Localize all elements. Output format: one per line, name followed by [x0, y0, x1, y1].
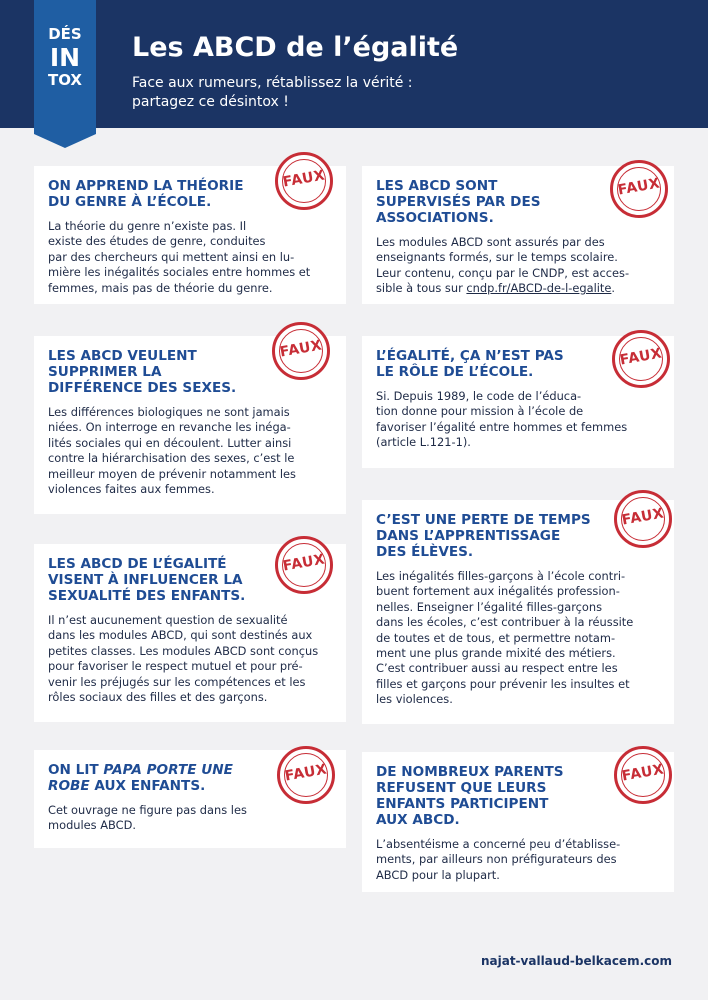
card-title-line: LES ABCD VEULENT: [48, 348, 197, 364]
card-body: [376, 569, 660, 708]
card-title-line: ENFANTS PARTICIPENT: [376, 796, 549, 812]
card-body-line: meilleur moyen de prévenir notamment les: [48, 466, 296, 481]
card-body-line: de toutes et de tous, et permettre notam-: [376, 630, 616, 645]
card-body: [376, 837, 660, 883]
card-title-line: SUPERVISÉS PAR DES: [376, 194, 541, 210]
card-body-line: ABCD pour la plupart.: [376, 867, 500, 882]
card-body-line: ments, par ailleurs non préfigurateurs des: [376, 852, 617, 867]
card-body-text: .: [611, 281, 616, 296]
stamp-label: FAUX: [283, 761, 329, 785]
card-body-line: buent fortement aux inégalités profession-: [376, 584, 620, 599]
faux-stamp-icon: [610, 160, 668, 218]
faux-stamp-icon: [275, 536, 333, 594]
faux-stamp-icon: [275, 152, 333, 210]
card-body-line: niées. On interroge en revanche les inéga-: [48, 420, 291, 435]
card-title-line: L’ÉGALITÉ, ÇA N’EST PAS: [376, 348, 564, 364]
card-title-line: ON APPREND LA THÉORIE: [48, 178, 244, 194]
card-title-line: SUPPRIMER LA: [48, 364, 162, 380]
card-body-line: pour favoriser le respect mutuel et pour pré-: [48, 659, 303, 674]
card-body-line: mière les inégalités sociales entre hommes et: [48, 265, 311, 280]
card-body-line: ment une plus grande mixité des métiers.: [376, 646, 616, 661]
card-title-line: LE RÔLE DE L’ÉCOLE.: [376, 364, 534, 380]
card-title-line: VISENT À INFLUENCER LA: [48, 572, 243, 588]
logo-tip-shape: [34, 134, 96, 148]
card-body-line: dans les écoles, c’est contribuer à la réussite: [376, 615, 634, 630]
card-body-line: rôles sociaux des filles et des garçons.: [48, 690, 268, 705]
card-body-line: tion donne pour mission à l’école de: [376, 404, 584, 419]
card-body-line: Si. Depuis 1989, le code de l’éduca-: [376, 389, 582, 403]
card-title-line: DE NOMBREUX PARENTS: [376, 764, 564, 780]
card-body: [48, 613, 332, 705]
card-body-line: [376, 281, 660, 296]
faux-stamp-icon: [277, 746, 335, 804]
card-body-line: existe des études de genre, conduites: [48, 234, 266, 249]
card-title-line: AUX ABCD.: [376, 812, 460, 828]
card-body-line: (article L.121-1).: [376, 435, 471, 450]
card-body-line: L’absentéisme a concerné peu d’établisse-: [376, 837, 621, 851]
card-title-text: AUX ENFANTS.: [89, 778, 206, 794]
faux-stamp-icon: [614, 490, 672, 548]
card-body-line: Il n’est aucunement question de sexualité: [48, 613, 288, 627]
card-body-line: dans les modules ABCD, qui sont destinés aux: [48, 628, 313, 643]
card-title-line: DES ÉLÈVES.: [376, 544, 474, 560]
card-body-line: favoriser l’égalité entre hommes et femmes: [376, 419, 628, 434]
card-title-line: C’EST UNE PERTE DE TEMPS: [376, 512, 591, 528]
page-subtitle: [132, 74, 502, 112]
card-title-line: DIFFÉRENCE DES SEXES.: [48, 380, 237, 396]
card-title-line: LES ABCD DE L’ÉGALITÉ: [48, 556, 227, 572]
card-body-line: les violences.: [376, 692, 453, 707]
card-body-line: femmes, mais pas de théorie du genre.: [48, 280, 273, 295]
card-title-line: ASSOCIATIONS.: [376, 210, 494, 226]
card-body: [376, 235, 660, 297]
card-body-line: enseignants formés, sur le temps scolaire.: [376, 250, 618, 265]
card-body-line: nelles. Enseigner l’égalité filles-garçons: [376, 599, 603, 614]
card-body: [48, 803, 332, 834]
book-title-part: PAPA PORTE UNE: [103, 762, 233, 778]
card-body-line: C’est contribuer aussi au respect entre les: [376, 661, 618, 676]
stamp-label: FAUX: [281, 551, 327, 575]
card-title-line: DANS L’APPRENTISSAGE: [376, 528, 561, 544]
stamp-label: FAUX: [620, 761, 666, 785]
book-title-part: ROBE: [48, 778, 90, 794]
faux-stamp-icon: [614, 746, 672, 804]
page-title: Les ABCD de l’égalité: [132, 32, 459, 63]
subtitle-line: partagez ce désintox !: [132, 94, 289, 110]
subtitle-line: Face aux rumeurs, rétablissez la vérité :: [132, 75, 413, 91]
card-body: [376, 389, 660, 451]
card-body: [48, 405, 332, 497]
card-body-line: Leur contenu, conçu par le CNDP, est acces-: [376, 265, 630, 280]
card-title-line: REFUSENT QUE LEURS: [376, 780, 547, 796]
card-body-line: La théorie du genre n’existe pas. Il: [48, 219, 247, 233]
card-body-line: violences faites aux femmes.: [48, 482, 215, 497]
logo-line-1: DÉS: [48, 25, 82, 43]
faux-stamp-icon: [272, 322, 330, 380]
card-body-line: Les différences biologiques ne sont jamais: [48, 405, 290, 419]
faux-stamp-icon: [612, 330, 670, 388]
card-body-line: par des chercheurs qui mettent ainsi en lu-: [48, 249, 295, 264]
cndp-link[interactable]: cndp.fr/ABCD-de-l-egalite: [466, 281, 612, 296]
card-title-line: LES ABCD SONT: [376, 178, 498, 194]
logo-line-3: TOX: [47, 71, 82, 89]
card-body-line: Les inégalités filles-garçons à l’école contri-: [376, 569, 626, 583]
card-body-line: Cet ouvrage ne figure pas dans les: [48, 803, 247, 817]
card-body-line: filles et garçons pour prévenir les insultes et: [376, 676, 630, 691]
card-title-line: DU GENRE À L’ÉCOLE.: [48, 194, 212, 210]
card-body-line: lités sociales qui en découlent. Lutter ainsi: [48, 435, 292, 450]
card-body-line: modules ABCD.: [48, 818, 136, 833]
logo-line-2: IN: [49, 43, 81, 72]
stamp-label: FAUX: [281, 167, 327, 191]
stamp-label: FAUX: [620, 505, 666, 529]
card-body-line: petites classes. Les modules ABCD sont conçus: [48, 643, 319, 658]
footer-website-link[interactable]: najat-vallaud-belkacem.com: [480, 954, 672, 968]
card-title-text: ON LIT: [48, 762, 104, 778]
card-body: [48, 219, 332, 296]
stamp-label: FAUX: [618, 345, 664, 369]
card-body-line: venir les préjugés sur les compétences et les: [48, 674, 306, 689]
stamp-label: FAUX: [616, 175, 662, 199]
card-body-line: Les modules ABCD sont assurés par des: [376, 235, 605, 249]
stamp-label: FAUX: [278, 337, 324, 361]
card-title-line: SEXUALITÉ DES ENFANTS.: [48, 588, 246, 604]
desintox-logo: [34, 0, 96, 134]
card-body-text: sible à tous sur: [376, 281, 467, 296]
card-body-line: contre la hiérarchisation des sexes, c’est le: [48, 451, 295, 466]
